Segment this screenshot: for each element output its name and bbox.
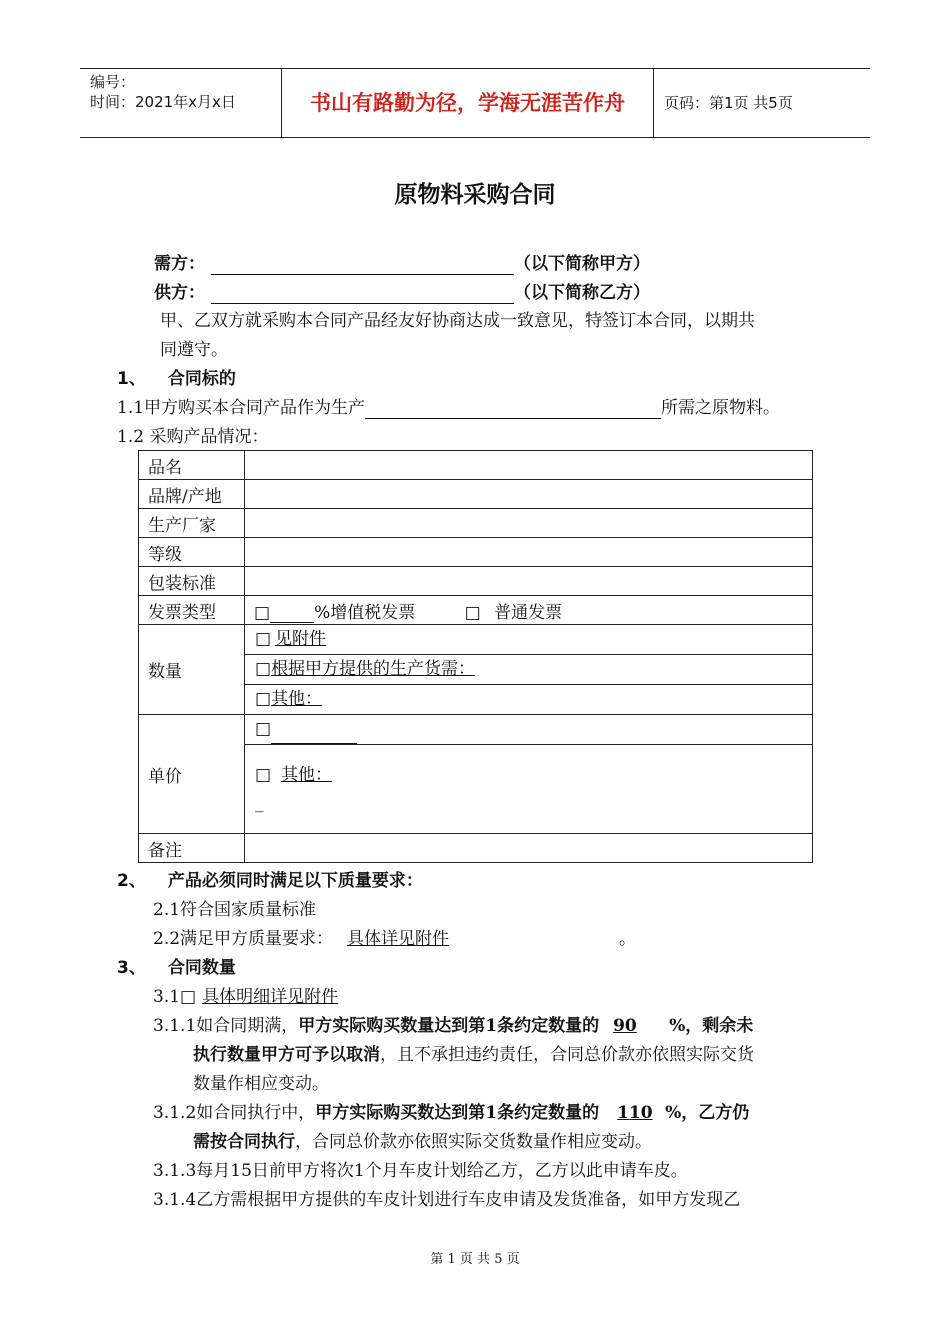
label-invoice-type: 发票类型 [139,596,245,625]
value-quantity [245,625,813,715]
item-3-1-1-line2 [193,1044,754,1066]
text: 3.1.1如合同期满， [153,1016,299,1036]
page-footer: 第 1 页 共 5 页 [430,1252,520,1267]
buyer-suffix: （以下简称甲方） [514,254,650,274]
label-quantity: 数量 [139,625,245,715]
section-title: 产品必须同时满足以下质量要求： [167,871,423,891]
seller-blank[interactable] [211,285,514,304]
checkbox[interactable]: □ [255,765,272,785]
buyer-blank[interactable] [211,256,514,275]
price-option-2-label: 其他： [281,765,333,785]
value-remarks[interactable] [245,834,813,863]
buyer-line [154,253,650,275]
item-3-1-4: 3.1.4乙方需根据甲方提供的车皮计划进行车皮申请及发货准备，如甲方发现乙 [153,1190,741,1210]
table-row [139,509,813,538]
label-remarks: 备注 [139,834,245,863]
checkbox[interactable]: □ [255,629,272,649]
value-grade[interactable] [245,538,813,567]
price-dash: _ [255,793,264,813]
table-row [139,567,813,596]
checkbox[interactable]: □ [254,602,271,623]
item-3-1-2-line1 [153,1102,749,1124]
invoice-vat-label: %增值税发票 [314,602,416,623]
section-title: 合同数量 [167,958,236,978]
label-manufacturer: 生产厂家 [139,509,245,538]
text-bold: %，乙方仍 [665,1103,750,1123]
label-product-name: 品名 [139,451,245,480]
page-header [80,68,870,138]
table-row [139,451,813,480]
table-row [139,625,813,715]
label-unit-price: 单价 [139,715,245,834]
label-packaging: 包装标准 [139,567,245,596]
item-1-1-text: 1.1甲方购买本合同产品作为生产 [117,398,366,418]
vat-rate-blank[interactable] [270,604,314,623]
section-title: 合同标的 [167,369,236,389]
checkbox[interactable]: □ [255,689,272,709]
table-row [139,834,813,863]
table-row [139,538,813,567]
buyer-label: 需方： [154,254,205,274]
price-option-1[interactable] [245,715,812,745]
section-number: 3、 [117,958,146,978]
qty-option-2-label: 根据甲方提供的生产货需： [271,659,476,679]
table-row [139,715,813,834]
text: 3.1.2如合同执行中， [153,1103,316,1123]
seller-label: 供方： [154,283,205,303]
price-option-2[interactable] [245,745,812,833]
header-motto: 书山有路勤为径，学海无涯苦作舟 [282,69,654,137]
item-2-2-value: 具体详见附件 [347,929,450,949]
text-bold: 执行数量甲方可予以取消 [193,1045,380,1065]
item-3-1-1-line3: 数量作相应变动。 [193,1074,329,1094]
value-invoice-type [245,596,813,625]
percent-value: 110 [617,1103,653,1123]
value-packaging[interactable] [245,567,813,596]
qty-option-3-label: 其他： [271,689,323,709]
section-3-heading [117,957,236,979]
text: ，合同总价款亦依照实际交货数量作相应变动。 [295,1132,652,1152]
header-meta [80,69,282,137]
item-3-1-value: 具体明细详见附件 [202,987,339,1007]
percent-value: 90 [613,1016,637,1036]
item-2-2-label: 2.2满足甲方质量要求： [153,929,334,949]
time-label: 时间：2021年x月x日 [90,93,236,111]
item-2-1: 2.1符合国家质量标准 [153,900,317,920]
seller-suffix: （以下简称乙方） [514,283,650,303]
item-1-2: 1.2 采购产品情况： [117,427,269,447]
value-brand[interactable] [245,480,813,509]
item-3-1-1-line1 [153,1015,753,1037]
section-number: 2、 [117,871,146,891]
checkbox[interactable]: □ [255,719,272,739]
section-2-heading [117,870,423,892]
text-bold: 甲方实际购买数量达到第1条约定数量的 [298,1016,600,1036]
product-table [138,450,813,863]
qty-option-2[interactable] [245,655,812,685]
table-row [139,596,813,625]
item-3-1-3: 3.1.3每月15日前甲方将次1个月车皮计划给乙方，乙方以此申请车皮。 [153,1161,688,1181]
checkbox[interactable]: □ [255,659,272,679]
seller-line [154,282,650,304]
serial-label: 编号： [90,73,136,91]
text: ，且不承担违约责任，合同总价款亦依照实际交货 [380,1045,754,1065]
qty-option-3[interactable] [245,685,812,714]
item-3-1-2-line2 [193,1131,652,1153]
qty-option-1-label: 见附件 [275,629,327,649]
table-row [139,480,813,509]
qty-option-1[interactable] [245,625,812,655]
value-product-name[interactable] [245,451,813,480]
section-1-heading [117,368,236,390]
intro-line-2: 同遵守。 [160,340,228,360]
invoice-normal-label: 普通发票 [494,602,563,623]
value-unit-price [245,715,813,834]
item-1-1 [117,397,780,419]
value-manufacturer[interactable] [245,509,813,538]
intro-line-1: 甲、乙双方就采购本合同产品经友好协商达成一致意见，特签订本合同，以期共 [160,311,755,331]
item-1-1-suffix: 所需之原物料。 [661,398,781,418]
item-2-2 [153,928,636,950]
text-bold: 需按合同执行 [193,1132,295,1152]
checkbox[interactable]: □ [464,602,481,623]
text-bold: %，剩余未 [669,1016,754,1036]
header-page-info: 页码：第1页 共5页 [664,94,793,112]
item-3-1 [153,986,424,1008]
production-blank[interactable] [365,400,661,419]
section-number: 1、 [117,369,146,389]
label-grade: 等级 [139,538,245,567]
item-3-1-label: 3.1□ [153,987,197,1007]
price-blank[interactable] [271,723,357,744]
text-bold: 甲方实际购买数达到第1条约定数量的 [315,1103,600,1123]
label-brand: 品牌/产地 [139,480,245,509]
item-2-2-end: 。 [619,929,637,949]
document-title: 原物料采购合同 [394,182,556,208]
